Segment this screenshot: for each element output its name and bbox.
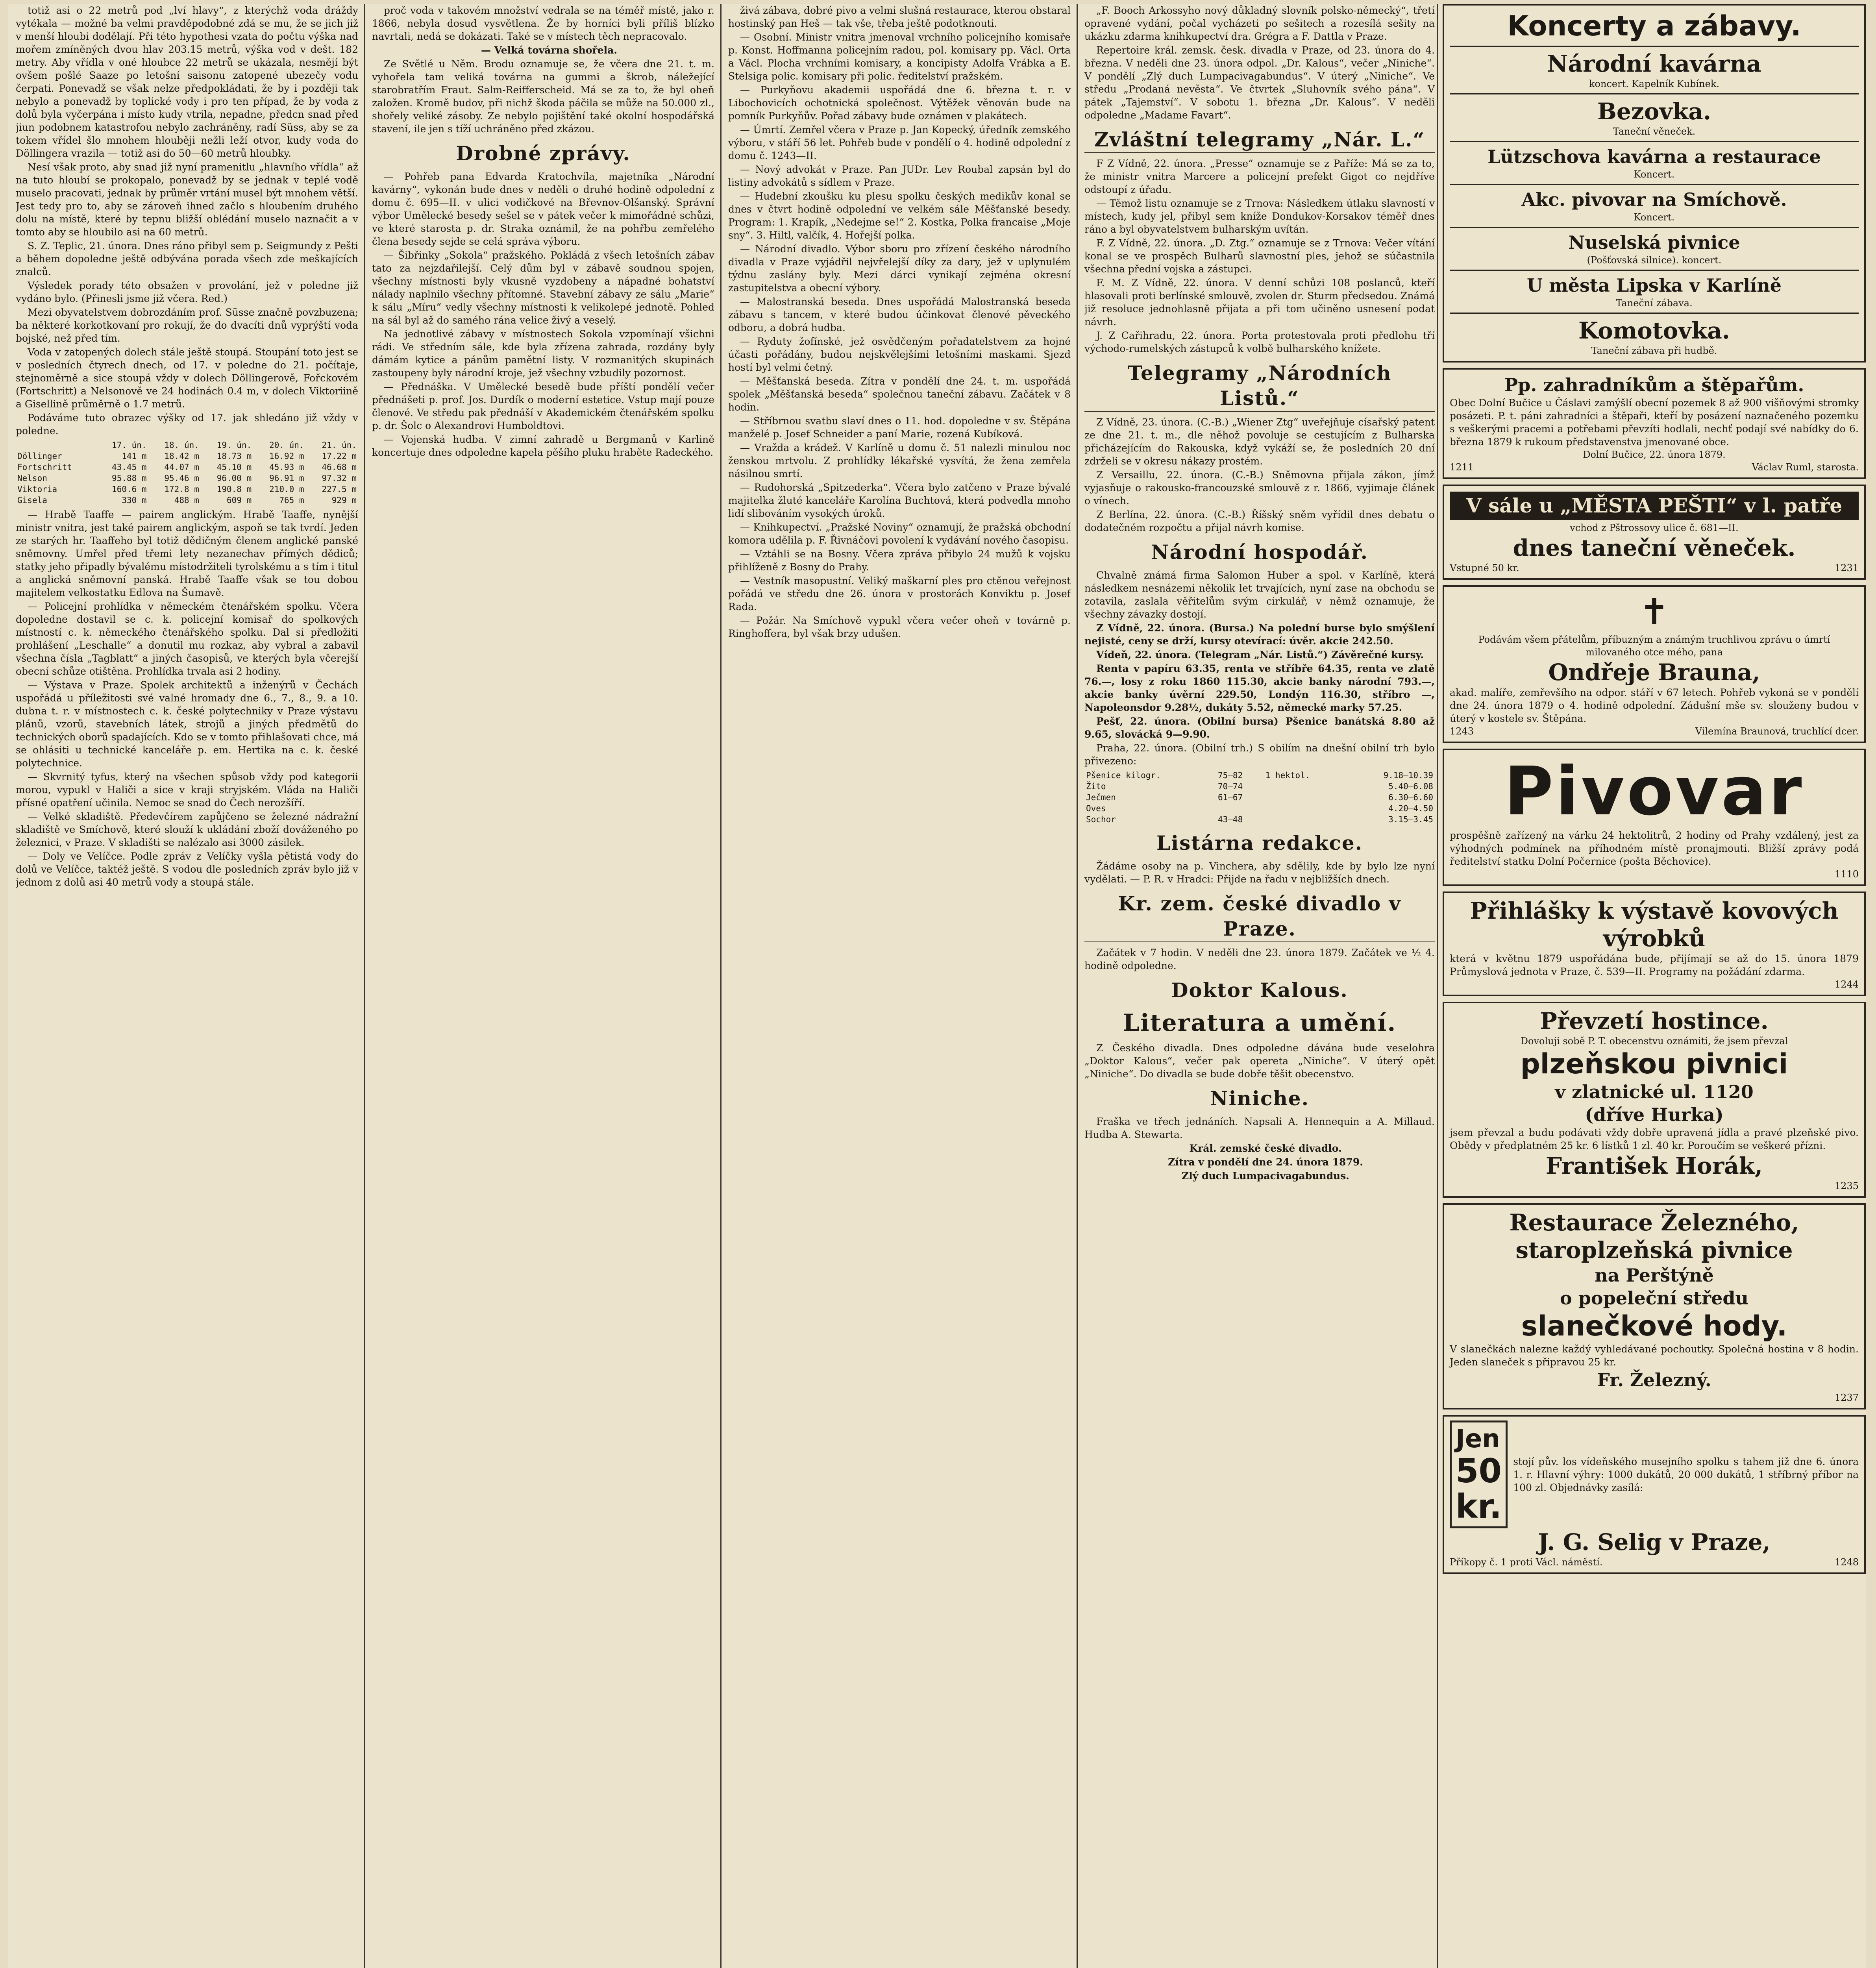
article-paragraph: Chvalně známá firma Salomon Huber a spol. v Karlíně, která následkem nesnázemi několik let trvajících, nyní zase na obchodu se zotavila, zaslala věřitelům svým cirkulář, v němž oznamuje, že všechny závazky dostojí.	[1084, 570, 1435, 620]
article-paragraph: Z Berlína, 22. února. (C.-B.) Říšský sněm vyřídil dnes debatu o dodatečném rozpočtu a přijal návrh komise.	[1084, 509, 1435, 533]
article-paragraph: Z Vídně, 22. února. (Bursa.) Na polední burse bylo smýšlení nejisté, ceny se drží, kursy otevírací: úvěr. akcie 242.50.	[1084, 622, 1435, 647]
article-paragraph: Praha, 22. února. (Obilní trh.) S obilím na dnešní obilní trh bylo přivezeno:	[1084, 742, 1435, 767]
ad-note: Taneční zábava.	[1616, 298, 1693, 309]
table-row: Nelson 95.88 m 95.46 m 96.00 m 96.91 m 97.32 m	[17, 474, 357, 483]
ad-number: 1248	[1834, 1557, 1859, 1568]
price-value: 50 kr.	[1456, 1452, 1502, 1526]
ad-venue: Akc. pivovar na Smíchově.	[1521, 189, 1787, 210]
article-paragraph: Pešť, 22. února. (Obilní bursa) Pšenice banátská 8.80 až 9.65, slovácká 9—9.90.	[1084, 716, 1435, 740]
column-3	[728, 4, 1071, 1968]
article-paragraph: proč voda v takovém množství vedrala se na téměř místě, jako r. 1866, nebyla dosud vysvětlena. Že by horníci byli příliš blízko navrtali, nedá se dokázati. Také se v místech těch nepracovalo.	[372, 5, 714, 42]
ad-text: Podávám všem přátelům, příbuzným a známým truchlivou zprávu o úmrtí milovaného otce mého, pana	[1478, 634, 1830, 658]
column-rule	[364, 4, 365, 1968]
ad-exhibition	[1443, 892, 1866, 996]
ad-text: Dovoluji sobě P. T. obecenstvu oznámiti, že jsem převzal	[1520, 1036, 1788, 1047]
theatre-footer: Zlý duch Lumpacivagabundus.	[1181, 1170, 1349, 1182]
ad-signature: Václav Ruml, starosta.	[1752, 462, 1859, 473]
water-level-table	[16, 440, 358, 506]
ad-number: 1237	[1834, 1392, 1859, 1403]
ad-concerts	[1443, 4, 1866, 363]
ad-note: koncert. Kapelník Kubínek.	[1589, 78, 1719, 89]
table-row: Gisela 330 m 488 m 609 m 765 m 929 m	[17, 496, 357, 505]
table-row: Pšenice kilogr. 75—82 1 hektol. 9.18—10.39	[1086, 771, 1433, 780]
ad-number: 1244	[1834, 979, 1859, 990]
article-paragraph: — Vestník masopustní. Veliký maškarní ples pro ctěnou veřejnost pořádá ve středu dne 26. února v prostorách Konviktu p. Josef Rada.	[728, 575, 1071, 612]
column-rule	[1077, 4, 1078, 1968]
ad-note: (Pošťovská silnice). koncert.	[1587, 255, 1722, 266]
article-paragraph: — Nový advokát v Praze. Pan JUDr. Lev Roubal zapsán byl do listiny advokátů s sídlem v Praze.	[728, 164, 1071, 188]
ad-dance-pest	[1443, 485, 1866, 580]
table-row: Oves 4.20—4.50	[1086, 804, 1433, 813]
article-paragraph: — Knihkupectví. „Pražské Noviny“ oznamují, že pražská obchodní komora udělila p. F. Řivnáčovi povolení k vydávání nového časopisu.	[728, 522, 1071, 546]
article-paragraph: „F. Booch Arkossyho nový důkladný slovník polsko-německý“, třetí opravené vydání, počal vycházeti po sešitech a rozesílá sešity na ukázku zdarma knihkupectví dra. Grégra a F. Dattla v Praze.	[1084, 5, 1435, 42]
article-paragraph: Žádáme osoby na p. Vinchera, aby sdělily, kde by bylo lze nyní vydělati. — P. R. v Hradci: Přijde na řadu v nejbližších dnech.	[1084, 860, 1435, 885]
ad-note: Koncert.	[1634, 212, 1675, 223]
ad-restaurant	[1443, 1203, 1866, 1409]
table-row: Fortschritt 43.45 m 44.07 m 45.10 m 45.93 m 46.68 m	[17, 462, 357, 472]
article-paragraph: — Vztáhli se na Bosny. Včera zpráva přibylo 24 mužů k vojsku přihlíženě z Bosny do Prahy.	[728, 548, 1071, 573]
article-paragraph: — Vojenská hudba. V zimní zahradě u Bergmanů v Karlině koncertuje dnes odpoledne kapela pěšího pluku hraběte Radeckého.	[372, 434, 714, 458]
ad-gardeners	[1443, 368, 1866, 479]
ad-number: 1235	[1834, 1180, 1859, 1191]
article-paragraph: Začátek v 7 hodin. V neděli dne 23. února 1879. Začátek ve ½ 4. hodině odpoledne.	[1084, 947, 1435, 971]
ad-title: Pp. zahradníkům a štěpařům.	[1504, 374, 1804, 396]
ad-address: v zlatnické ul. 1120	[1555, 1081, 1754, 1102]
article-paragraph: F. M. Z Vídně, 22. února. V denní schůzi 108 poslanců, kteří hlasovali proti berlínské smlouvě, zvolen dr. Sturm předsedou. Známá již resoluce jednohlasně přijata a při tom učiněno usnesení podat návrh.	[1084, 277, 1435, 327]
article-paragraph: Podáváme tuto obrazec výšky od 17. jak shledáno již vždy v poledne.	[16, 412, 358, 437]
section-heading: Literatura a umění.	[1123, 1009, 1397, 1037]
ad-text: která v květnu 1879 uspořádána bude, přijímají se až do 15. února 1879 Průmyslová jednota v Praze, č. 539—II. Programy na požádání zdarma.	[1450, 953, 1859, 977]
article-paragraph: Z Českého divadla. Dnes odpoledne dávána bude veselohra „Doktor Kalous“, večer pak opereta „Niniche“. V úterý opět „Niniche“. Do divadla se bude dobře těšit obecenstvo.	[1084, 1042, 1435, 1080]
ad-lottery	[1443, 1415, 1866, 1574]
section-heading: Zvláštní telegramy „Nár. L.“	[1084, 127, 1435, 153]
article-paragraph: živá zábava, dobré pivo a velmi slušná restaurace, kterou obstaral hostinský pan Heš — tak vše, třeba ještě podotknouti.	[728, 5, 1071, 29]
article-paragraph: F Z Vídně, 22. února. „Presse“ oznamuje se z Paříže: Má se za to, že ministr vnitra Marcere a policejní prefekt Gigot co nejdříve odstoupí z úřadu.	[1084, 158, 1435, 195]
article-paragraph: Z Versaillu, 22. února. (C.-B.) Sněmovna přijala zákon, jímž vyjasňuje o rakousko-francouzské smlouvě z r. 1866, vyjimaje článek o vínech.	[1084, 469, 1435, 507]
theatre-footer: Král. zemské české divadlo.	[1189, 1143, 1342, 1154]
ad-text: o popeleční středu	[1560, 1287, 1748, 1309]
section-heading: Listárna redakce.	[1156, 831, 1363, 855]
ad-signature: J. G. Selig v Praze,	[1538, 1529, 1771, 1556]
section-heading: Drobné zprávy.	[456, 142, 631, 165]
ad-number: 1211	[1450, 462, 1474, 473]
ad-text: stojí pův. los vídeňského musejního spolku s tahem již dne 6. února 1. r. Hlavní výhry: 1000 dukátů, 20 000 dukátů, 1 stříbrný příbor na 100 zl. Objednávky zasílá:	[1513, 1456, 1859, 1493]
ad-venue: Národní kavárna	[1547, 50, 1761, 77]
ad-text: Obec Dolní Bučice u Čáslavi zamýšlí obecní pozemek 8 až 900 višňovými stromky posázeti. P. t. páni zahradníci a štěpaři, kteří by posázení naznačeného pozemku s veškerými pracemi a potřebami převzíti hodlali, nechť podají své nabídky do 6. března 1879 k rukoum představenstva jmenované obce.	[1450, 397, 1859, 448]
article-paragraph: — Přednáška. V Umělecké besedě bude příští pondělí večer přednášeti p. prof. Jos. Durdík o moderní estetice. Vstup mají pouze členové. Ve středu pak přednáší v Akademickém čtenářském spolku p. dr. Šolc o Alexandrovi Humboldtovi.	[372, 381, 714, 431]
grain-price-table	[1084, 770, 1435, 825]
table-row: Žito 70—74 5.40—6.08	[1086, 782, 1433, 791]
article-paragraph: — Pohřeb pana Edvarda Kratochvíla, majetníka „Národní kavárny“, vykonán bude dnes v neděli o druhé hodině odpolední z domu č. 695—II. v ulici vodičkové na Břevnov-Olšanský. Správní výbor Umělecké besedy sešel se v pátek večer k mimořádné schůzi, ve které starosta p. dr. Straka oznámil, že na pohřbu zemřelého člena besedy sejde se celá správa výboru.	[372, 171, 714, 247]
article-paragraph: — Šibřinky „Sokola“ pražského. Pokládá z všech letošních zábav tato za nejzdařilejší. Celý dům byl v zábavě soudnou spojen, všechny místnosti byly vkusně vyzdobeny a nápadné bohatství nálady naplnilo všechny přítomné. Stavební zábavy ze sálu „Marie“ k sálu „Míru“ vedly všechny místnosti k velikolepé jednotě. Pohled na sál byl až do samého rána velice živý a veselý.	[372, 250, 714, 326]
article-paragraph: — Výstava v Praze. Spolek architektů a inženýrů v Čechách uspořádá u příležitosti své valné hromady dne 6., 7., 8., 9. a 10. dubna t. r. v místnostech c. k. české polytechniky v Praze výstavu plánů, vzorů, stavebních látek, strojů a jiných předmětů do technických oborů spadajících. Kdo se v tomto přihlašovati chce, má se ohlásiti u technické kanceláře p. em. Hertika na c. k. české polytechnice.	[16, 679, 358, 769]
article-paragraph: — Malostranská beseda. Dnes uspořádá Malostranská beseda zábavu s tancem, v které budou účinkovat členové pěveckého odboru, a dobrá hudba.	[728, 296, 1071, 333]
article-paragraph: totiž asi o 22 metrů pod „lví hlavy“, z kterýchž voda dráždy vytékala — možné ba velmi pravděpodobné zdá se mu, že se jich již v menší hloubi dodělají. Při této hypothesi vzata do počtu výška nad mořem zmíněných dvou hlav 203.15 metrů, výška vod v dešt. 182 metry. Aby vřídla v oné hloubce 22 metrů se ukázala, nesmějí být ovšem pošlé Saaze po letošní saisonu zatopené ubezečy vodu čerpati. Ponevadž se však nelze předpokládati, že by i později tak nebylo a ponevadž by toplické vody i pro ten případ, že by voda z dolů byla vyčerpána i místo kudy vtrila, nepadne, předcn snad před jiun podobnem katastrofou nebylo zachráněny, radí Süss, aby se za tokem vřídel šlo mnohem hlouběji nežli leží otvor, kudy voda do Döllingera vrazila — totiž asi do 50—60 metrů hloubky.	[16, 5, 358, 159]
ad-address: (dříve Hurka)	[1585, 1104, 1724, 1125]
ad-note: Taneční věneček.	[1613, 126, 1696, 137]
article-paragraph: Vídeň, 22. února. (Telegram „Nár. Listů.“) Závěrečné kursy.	[1096, 649, 1424, 660]
ad-address: vchod z Pštrossovy ulice č. 681—II.	[1570, 522, 1739, 533]
ad-number: 1243	[1450, 726, 1474, 737]
ad-inn	[1443, 1002, 1866, 1198]
price-box	[1450, 1421, 1508, 1528]
article-paragraph: — Těmož listu oznamuje se z Trnova: Následkem útlaku slavností v místech, kudy jel, přibyl sem kníže Dondukov-Korsakov téměř dnes ráno a byl obyvatelstvem bulharským uvítán.	[1084, 198, 1435, 235]
ad-number: 1231	[1834, 562, 1859, 573]
ad-venue: Nuselská pivnice	[1568, 232, 1740, 253]
article-paragraph: — Rudohorská „Spitzederka“. Včera bylo zatčeno v Praze bývalé majitelka žluté kanceláře Karolína Buchtová, která podvedla mnoho lidí slibováním vysokých úroků.	[728, 482, 1071, 519]
ad-note: Taneční zábava při hudbě.	[1591, 345, 1717, 356]
article-paragraph: — Požár. Na Smíchově vypukl včera večer oheň v továrně p. Ringhoffera, byl však brzy udušen.	[728, 615, 1071, 639]
ad-title: Přihlášky k výstavě kovových výrobků	[1470, 897, 1839, 952]
article-paragraph: — Velké skladiště. Předevčírem zapůjčeno se železné nádražní skladiště ve Smíchově, které slouží k ukládání zboží dováženého po železnici, v Praze. V skladišti se nalézalo asi 3000 zásilek.	[16, 811, 358, 848]
ad-signature: František Horák,	[1545, 1152, 1763, 1179]
ad-title: Převzetí hostince.	[1540, 1008, 1769, 1034]
ad-text: prospěšně zařízený na várku 24 hektolitrů, 2 hodiny od Prahy vzdálený, jest za výhodných podmínek na příhodném místě pronajmouti. Bližší zprávy podá ředitelství statku Dolní Počernice (pošta Běchovice).	[1450, 830, 1859, 867]
table-row: Döllinger 141 m 18.42 m 18.73 m 16.92 m 17.22 m	[17, 451, 357, 461]
article-paragraph: — Stříbrnou svatbu slaví dnes o 11. hod. dopoledne v sv. Štěpána manželé p. Josef Schneider a paní Marie, rozená Kubíková.	[728, 415, 1071, 440]
article-paragraph: Renta v papíru 63.35, renta ve stříbře 64.35, renta ve zlatě 76.—, losy z roku 1860 115.30, akcie banky národní 793.—, akcie banky úvěrní 229.50, Londýn 116.30, stříbro —, Napoleonsdor 9.28½, dukáty 5.52, německé marky 57.25.	[1084, 663, 1435, 713]
article-paragraph: — Národní divadlo. Výbor sboru pro zřízení českého národního divadla v Praze vyjádřil nejvřelejší díky za dary, jež v uplynulém týdnu zaslány byly. Mezi dárci vynikají zejména okresní zastupitelstva a obecní výbory.	[728, 243, 1071, 294]
article-paragraph: — Měšťanská beseda. Zítra v pondělí dne 24. t. m. uspořádá spolek „Měšťanská beseda“ společnou taneční zábavu. Začátek v 8 hodin.	[728, 375, 1071, 413]
ad-title: Pivovar	[1504, 753, 1804, 830]
article-paragraph: — Doly ve Velíčce. Podle zpráv z Velíčky vyšla pětistá vody do dolů ve Velíčce, taktéž ještě. S vodou dle posledních zpráv bylo již v jednom z dolů asi 40 metrů vody a stoupá stále.	[16, 851, 358, 888]
ad-venue: Komotovka.	[1578, 317, 1730, 344]
ad-text: akad. malíře, zemřevšího na odpor. stáří v 67 letech. Pohřeb vykoná se v pondělí dne 24. února 1879 o 4. hodině odpolední. Zádušní mše sv. slouženy budou v úterý v kostele sv. Štěpána.	[1450, 687, 1859, 724]
article-paragraph: Mezi obyvatelstvem dobrozdáním prof. Süsse značně povzbuzena; ba některé korkotkovaní pro rokují, že do dvacíti dnů vyprýští voda bojské, než před tím.	[16, 307, 358, 344]
article-paragraph: J. Z Cařihradu, 22. února. Porta protestovala proti předlohu tří východo-rumelských zástupců k volbě bulharského knížete.	[1084, 330, 1435, 354]
article-paragraph: Na jednotlivé zábavy v místnostech Sokola vzpomínají všichni rádi. Ve středním sále, kde byla zřízena zahrada, rozdány byly dámám kytice a pánům pamětní listy. V rozmanitých skupinách zastoupeny byly národní kroje, jež všechny vzbudily pozornost.	[372, 328, 714, 379]
ad-main: slanečkové hody.	[1521, 1310, 1787, 1342]
ad-place: Dolní Bučice, 22. února 1879.	[1583, 449, 1726, 460]
article-paragraph: F. Z Vídně, 22. února. „D. Ztg.“ oznamuje se z Trnova: Večer vítání konal se ve prospěch Bulharů slavnostní ples, jehož se súčastnila všechna přední vojska a zástupci.	[1084, 237, 1435, 275]
ad-signature: Vilemína Braunová, truchlící dcer.	[1695, 726, 1859, 737]
section-heading: Národní hospodář.	[1151, 540, 1369, 564]
article-paragraph: Fraška ve třech jednáních. Napsali A. Hennequin a A. Millaud. Hudba A. Stewarta.	[1084, 1116, 1435, 1140]
article-paragraph: — Policejní prohlídka v německém čtenářském spolku. Včera dopoledne dostavil se c. k. policejní komisař do spolkových místností c. k. německého čtenářského spolku. Dal si předložiti prohlášení „Leschalle“ a donutil mu rozkaz, aby vybral a zabavil všechna čísla „Tagblatt“ a jiných časopisů, ve kterých byla včerejší obecní schůze otištěna. Prohlídka trvala asi 2 hodiny.	[16, 601, 358, 677]
article-paragraph: Nesí však proto, aby snad již nyní pramenitlu „hlavního vřídla“ až na tuto hloubí se prokopalo, ponevadž by se jednak v teplé vodě muselo pracovati, jednak by průměr vrtání musel být mnohem větší. Jest tedy pro to, aby se zároveň ihned začlo s hloubením druhého dolu na místě, které by tepnu bližší oblédání muselo naznačit a v tomto aby se hloubilo asi na 60 metrů.	[16, 161, 358, 238]
ad-obituary	[1443, 585, 1866, 743]
article-paragraph: S. Z. Teplic, 21. února. Dnes ráno přibyl sem p. Seigmundy z Pešti a během dopoledne ještě odbývána porada všech zde meškajících znalců.	[16, 240, 358, 277]
ad-number: 1110	[1834, 869, 1859, 880]
column-rule	[1437, 4, 1438, 1968]
column-1	[16, 4, 358, 1968]
article-paragraph: — Osobní. Ministr vnitra jmenoval vrchního policejního komisaře p. Konst. Hoffmanna policejním radou, pol. komisary pp. Václ. Orta a Václ. Plocha vrchními komisary, a koncipisty Adolfa Vrábka a E. Stelsiga polic. komisary při polic. ředitelství pražském.	[728, 31, 1071, 82]
column-rule	[720, 4, 722, 1968]
ad-venue: U města Lipska v Karlíně	[1526, 275, 1782, 296]
article-heading: — Velká továrna shořela.	[481, 44, 618, 56]
ad-venue: Bezovka.	[1597, 98, 1711, 125]
ad-entry: Vstupné 50 kr.	[1450, 562, 1519, 573]
ad-brewery	[1443, 749, 1866, 886]
table-row: Sochor 43—48 3.15—3.45	[1086, 815, 1433, 824]
article-paragraph: — Skvrnitý tyfus, který na všechen spůsob vždy pod kategorii morou, vypukl v Haliči a sice v kraji stryjském. Vláda na Haliči přísné opatření učinila. Nemoc se snad do Čech nerozšíří.	[16, 771, 358, 808]
play-title: Niniche.	[1210, 1087, 1310, 1110]
article-paragraph: — Ryduty žofínské, jež osvědčeným pořadatelstvem za hojné účasti pořádány, budou nejskvělejšími letošními maskami. Sjezd hostí byl velmi četný.	[728, 336, 1071, 373]
ad-text: V slanečkách nalezne každý vyhledávané pochoutky. Společná hostina v 8 hodin. Jeden slaneček s připravou 25 kr.	[1450, 1343, 1859, 1368]
ad-title: Koncerty a zábavy.	[1507, 10, 1801, 42]
ads-column	[1443, 4, 1866, 1968]
cross-icon: ✝	[1639, 591, 1669, 633]
article-paragraph: Voda v zatopených dolech stále ještě stoupá. Stoupání toto jest se v posledních čtyrech dnech, od 17. v poledne do 21. počítaje, stejnoměrně a sice stoupá vždy v dolech Döllingerově, Fořckovém (Fortschritt) a Nelsonově ve 24 hodinách 0.4 m, v dolech Viktoriině a Gisellině průměrně o 1.7 metrů.	[16, 346, 358, 410]
ad-note: Koncert.	[1634, 169, 1675, 180]
ad-address: na Perštýně	[1595, 1265, 1714, 1286]
article-paragraph: — Purkyňovu akademii uspořádá dne 6. března t. r. v Libochovicích ochotnická společnost. Výtěžek věnován bude na pomník Purkyňův. Pořad zábavy bude oznámen v plakátech.	[728, 84, 1071, 122]
ad-signature: Fr. Železný.	[1597, 1369, 1711, 1391]
ad-main: dnes taneční věneček.	[1513, 535, 1796, 561]
table-row: Ječmen 61—67 6.30—6.60	[1086, 793, 1433, 802]
ad-title: Ondřeje Brauna,	[1548, 659, 1760, 686]
article-paragraph: Výsledek porady této obsažen v provolání, jež v poledne již vydáno bylo. (Přinesli jsme již včera. Red.)	[16, 280, 358, 304]
section-heading: Telegramy „Národních Listů.“	[1084, 361, 1435, 412]
article-paragraph: — Vražda a krádež. V Karlíně u domu č. 51 nalezli minulou noc ženskou mrtvolu. Z prohlídky lékařské vysvítá, že žena zemřela násilnou smrtí.	[728, 442, 1071, 479]
column-2	[372, 4, 714, 1968]
ad-title: Restaurace Železného,	[1509, 1209, 1799, 1236]
play-title: Doktor Kalous.	[1171, 978, 1348, 1002]
ad-subtitle: staroplzeňská pivnice	[1515, 1237, 1793, 1263]
article-paragraph: Z Vídně, 23. února. (C.-B.) „Wiener Ztg“ uveřejňuje císařský patent ze dne 21. t. m., dle něhož povoluje se cestujícím z Bulharska přicházejícím do Rakouska, když vykáží se, že posledních 20 dní zdrželi se v okresu nákazy prostém.	[1084, 416, 1435, 467]
newspaper-page	[8, 4, 1866, 1968]
theatre-footer: Zítra v pondělí dne 24. února 1879.	[1168, 1156, 1363, 1168]
article-paragraph: — Hudební zkoušku ku plesu spolku českých medikův konal se dnes v čtvrt hodině odpolední ve velkém sále Měšťanské besedy. Program: 1. Krapík, „Nedejme se!“ 2. Kostka, Polka francaise „Moje sny“. 3. Hiltl, valčík, 4. Hořejší polka.	[728, 191, 1071, 241]
ad-title: V sále u „MĚSTA PEŠTI“ v l. patře	[1450, 492, 1859, 520]
price-label: Jen	[1456, 1424, 1500, 1454]
ad-address: Příkopy č. 1 proti Václ. náměstí.	[1450, 1557, 1603, 1568]
ad-text: jsem převzal a budu podávati vždy dobře upravená jídla a pravé plzeňské pivo. Obědy v předplatném 25 kr. 6 lístků 1 zl. 40 kr. Poroučím se veškeré přízni.	[1450, 1127, 1859, 1151]
table-row: Viktoria 160.6 m 172.8 m 190.8 m 210.0 m 227.5 m	[17, 485, 357, 494]
article-paragraph: Repertoire král. zemsk. česk. divadla v Praze, od 23. února do 4. března. V neděli dne 23. února odpol. „Dr. Kalous“, večer „Niniche“. V pondělí „Zlý duch Lumpacivagabundus“. V úterý „Niniche“. Ve středu „Prodaná nevěsta“. Ve čtvrtek „Sluhovník svého pána“. V pátek „Tajemství“. V sobotu 1. března „Dr. Kalous“. V neděli odpoledne „Madame Favart“.	[1084, 44, 1435, 121]
article-paragraph: — Hrabě Taaffe — pairem anglickým. Hrabě Taaffe, nynější ministr vnitra, jest také pairem anglickým, aspoň se tak tvrdí. Jeden ze starých hr. Taaffeho byl totiž dědičným členem anglické panské sněmovny. Umřel před třemi lety nezanechav přímých dědiců; statky jeho připadly bývalému místodržiteli tyrolskému a s tím i titul a anglická sněmovní panská. Hrabě Taaffe však se tou dobou majitelem velkostatku Edlova na Šumavě.	[16, 509, 358, 598]
section-heading: Kr. zem. české divadlo v Praze.	[1084, 891, 1435, 942]
article-paragraph: — Úmrtí. Zemřel včera v Praze p. Jan Kopecký, úředník zemského výboru, v stáří 56 let. Pohřeb bude v pondělí o 4. hodině odpolední z domu č. 1243—II.	[728, 124, 1071, 161]
ad-venue: Lützschova kavárna a restaurace	[1487, 146, 1821, 167]
article-paragraph: Ze Světlé u Něm. Brodu oznamuje se, že včera dne 21. t. m. vyhořela tam veliká továrna na gummi a škrob, náležející starobratřím Fraut. Salm-Reifferscheid. Má se za to, že byl oheň založen. Kromě budov, při nichž škoda páčila se může na 50.000 zl., shořely veliké zásoby. Ze nebylo pojištění také okolní hospodářská stavení, ile jen s tíží uchráněno před zkázou.	[372, 58, 714, 135]
column-4	[1084, 4, 1435, 1968]
ad-main: plzeňskou pivnici	[1520, 1048, 1788, 1080]
table-row: 17. ún. 18. ún. 19. ún. 20. ún. 21. ún.	[112, 440, 357, 450]
